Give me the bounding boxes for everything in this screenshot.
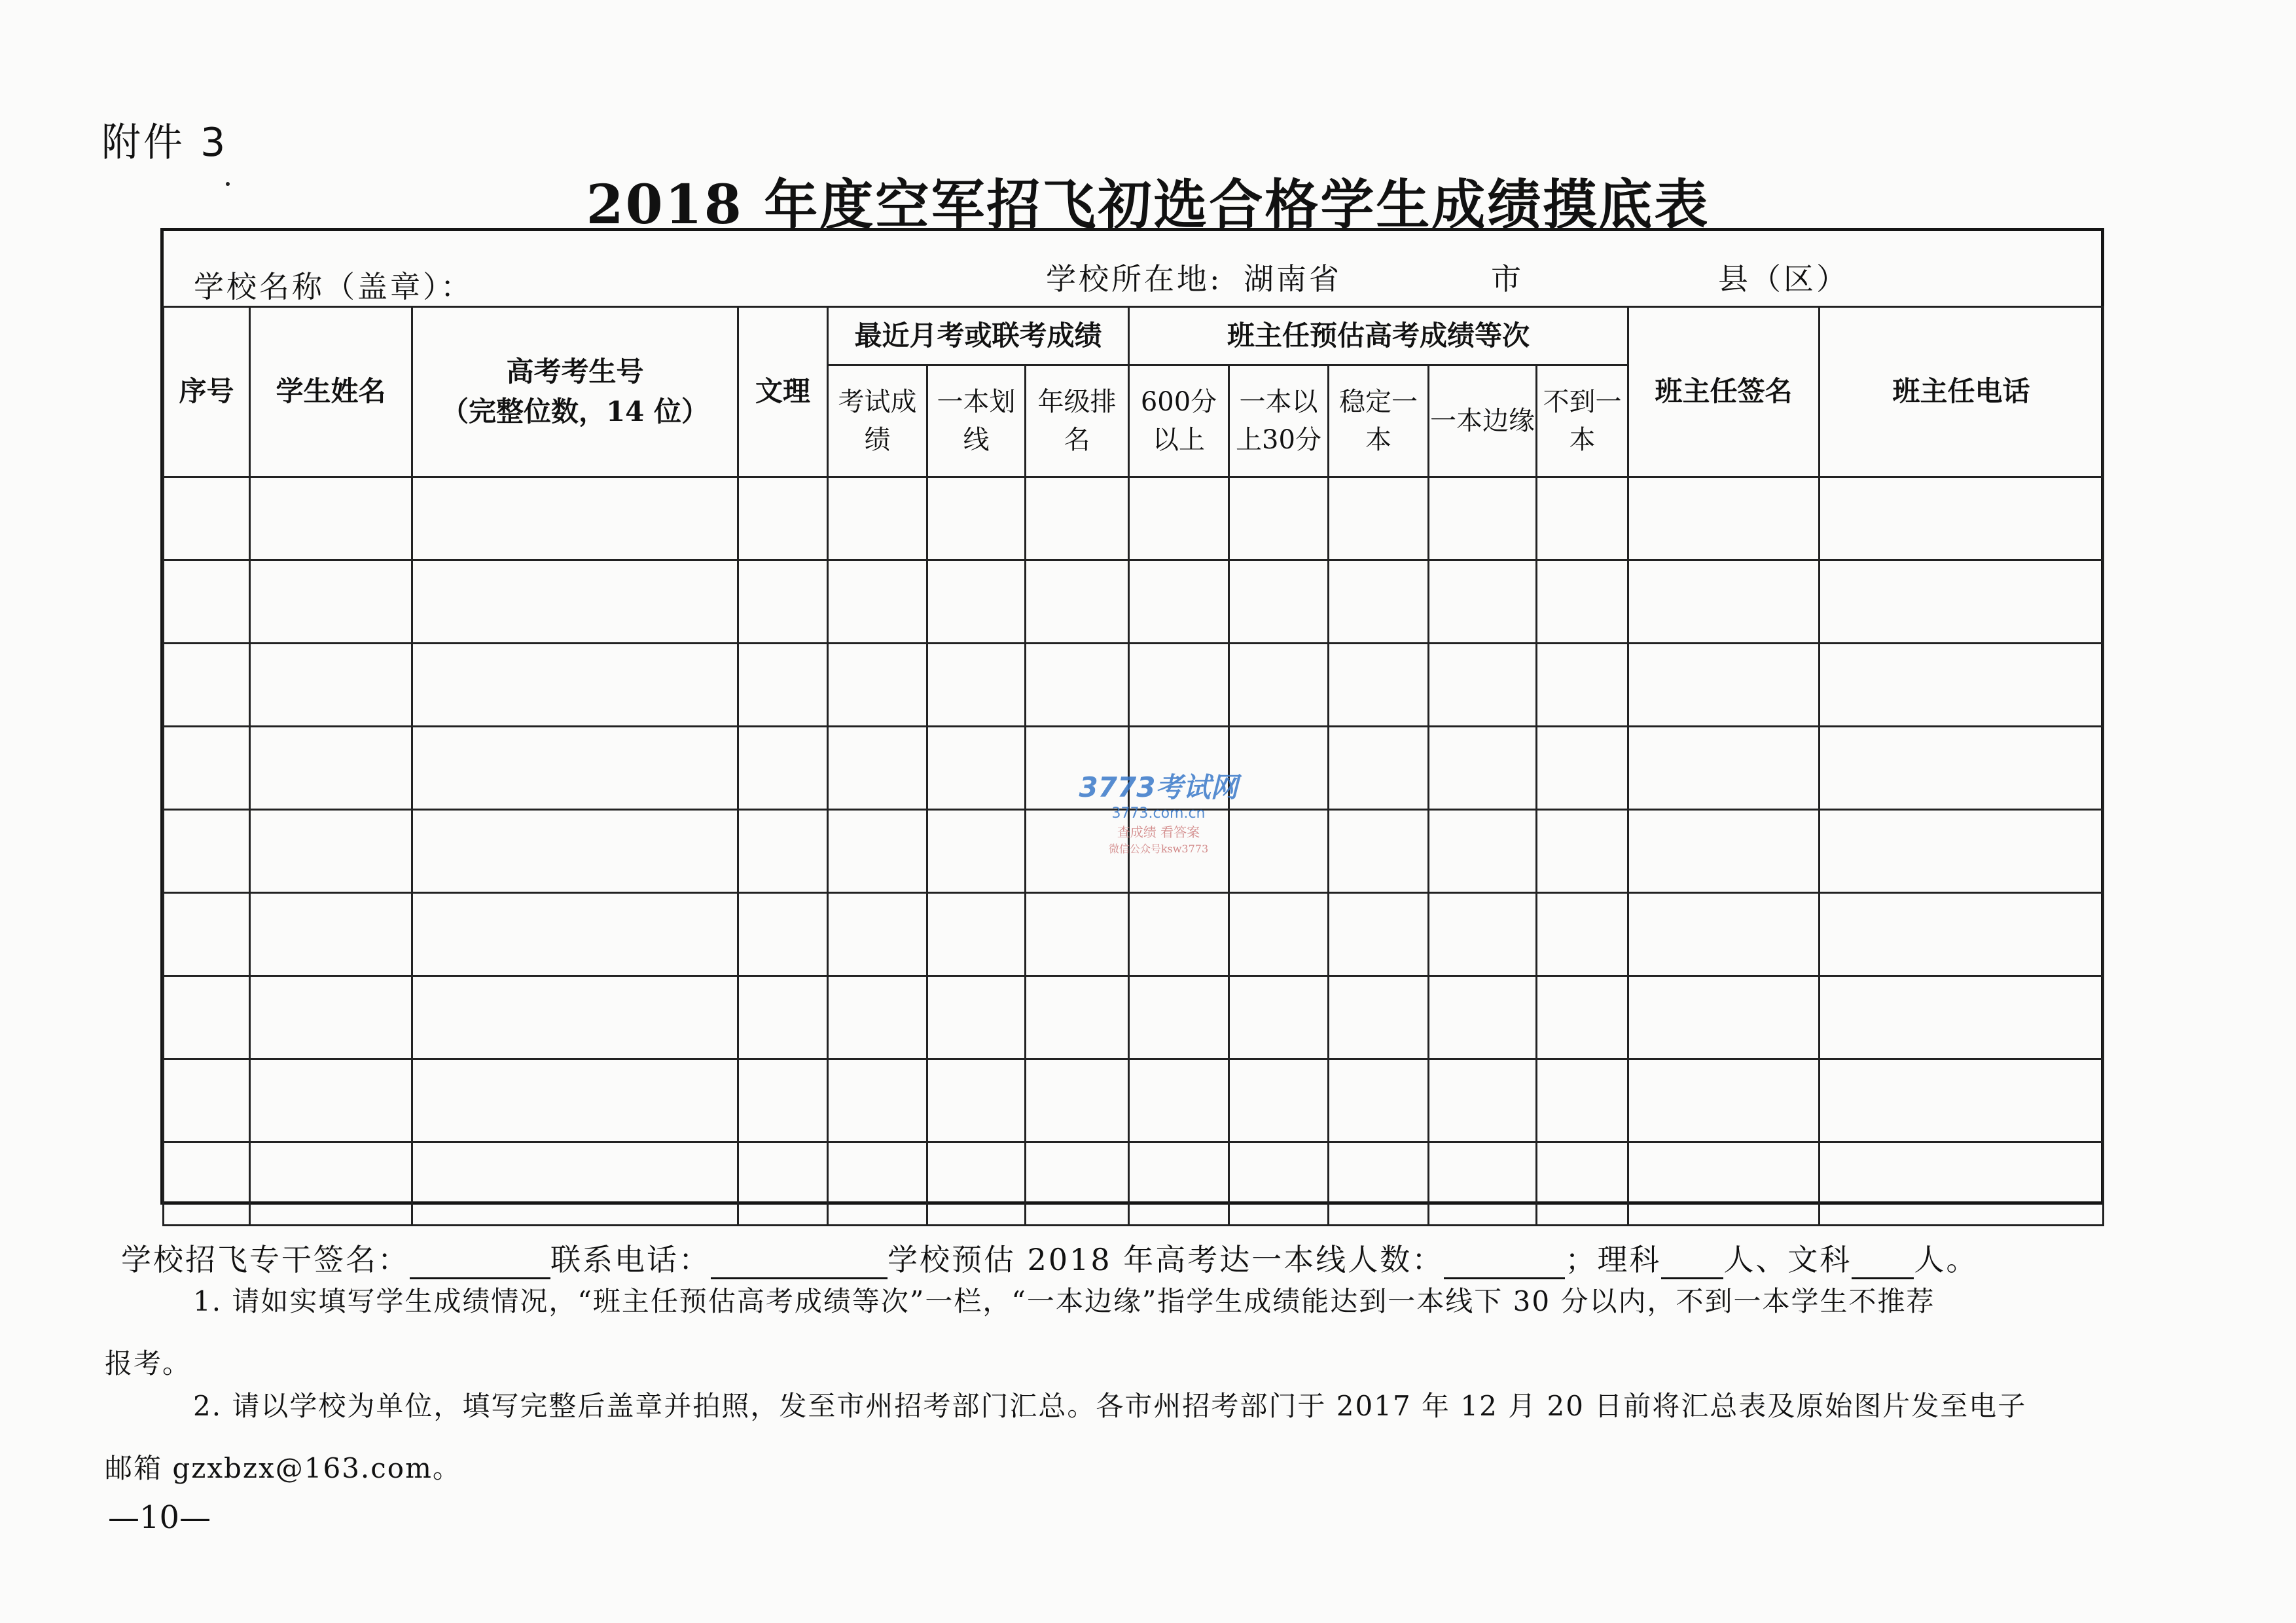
watermark — [1073, 766, 1244, 856]
table-cell[interactable] — [1820, 1059, 2104, 1142]
table-cell[interactable] — [1429, 644, 1537, 727]
table-cell[interactable] — [1537, 1059, 1628, 1142]
table-cell[interactable] — [1229, 727, 1329, 810]
table-cell[interactable] — [1537, 893, 1628, 976]
table-cell[interactable] — [412, 1059, 738, 1142]
header-exam-number-line2: （完整位数，14 位） — [440, 395, 709, 428]
table-cell[interactable] — [828, 644, 927, 727]
table-cell[interactable] — [1628, 810, 1820, 893]
table-cell[interactable] — [1537, 976, 1628, 1059]
table-cell[interactable] — [927, 644, 1026, 727]
table-cell[interactable] — [738, 893, 828, 976]
header-recent-scores: 最近月考或联考成绩 — [828, 307, 1129, 365]
table-cell[interactable] — [1429, 477, 1537, 560]
table-row — [164, 1059, 2104, 1142]
table-cell[interactable] — [738, 477, 828, 560]
table-cell[interactable] — [927, 976, 1026, 1059]
table-cell[interactable] — [1129, 644, 1229, 727]
arts-count-blank[interactable] — [1852, 1250, 1914, 1279]
table-cell[interactable] — [1628, 1059, 1820, 1142]
recruiter-sign-blank[interactable] — [410, 1250, 550, 1279]
table-cell[interactable] — [1537, 644, 1628, 727]
table-cell[interactable] — [164, 1142, 250, 1226]
table-cell[interactable] — [164, 477, 250, 560]
table-row — [164, 644, 2104, 727]
table-cell[interactable] — [927, 1142, 1026, 1226]
location-province: 湖南省 — [1244, 261, 1342, 297]
header-600-plus: 600分以上 — [1129, 365, 1229, 477]
header-teacher-phone: 班主任电话 — [1820, 307, 2104, 477]
header-tier1-line: 一本划线 — [927, 365, 1026, 477]
table-cell[interactable] — [738, 1142, 828, 1226]
watermark-url: 3773.com.cn — [1111, 805, 1206, 822]
science-label: ；理科 — [1565, 1242, 1662, 1277]
table-row — [164, 560, 2104, 644]
table-cell[interactable] — [164, 560, 250, 644]
note-2-line-2: 邮箱 gzxbzx@163.com。 — [105, 1452, 461, 1484]
header-teacher-estimate: 班主任预估高考成绩等次 — [1129, 307, 1628, 365]
table-cell[interactable] — [828, 1142, 927, 1226]
table-cell[interactable] — [1537, 727, 1628, 810]
table-cell[interactable] — [250, 727, 412, 810]
watermark-logo: 3773考试网 — [1079, 771, 1238, 803]
table-cell[interactable] — [1229, 976, 1329, 1059]
contact-phone-label: 联系电话： — [550, 1242, 711, 1277]
table-cell[interactable] — [927, 810, 1026, 893]
recruiter-sign-label: 学校招飞专干签名： — [121, 1242, 410, 1277]
table-cell[interactable] — [738, 560, 828, 644]
table-cell[interactable] — [164, 893, 250, 976]
watermark-tagline: 查成绩 看答案 — [1117, 824, 1200, 840]
table-cell[interactable] — [250, 477, 412, 560]
table-cell[interactable] — [412, 560, 738, 644]
table-cell[interactable] — [250, 810, 412, 893]
table-cell[interactable] — [927, 1059, 1026, 1142]
table-cell[interactable] — [1026, 644, 1129, 727]
table-cell[interactable] — [1229, 477, 1329, 560]
table-cell[interactable] — [250, 560, 412, 644]
table-cell[interactable] — [412, 976, 738, 1059]
header-exam-number-line1: 高考考生号 — [506, 355, 644, 388]
note-1-line-1: 1. 请如实填写学生成绩情况，“班主任预估高考成绩等次”一栏，“一本边缘”指学生成绩能达到一本线下 30 分以内，不到一本学生不推荐 — [193, 1285, 1935, 1317]
header-grade-rank: 年级排名 — [1026, 365, 1129, 477]
table-cell[interactable] — [1820, 810, 2104, 893]
header-track: 文理 — [738, 307, 828, 477]
table-cell[interactable] — [1429, 1142, 1537, 1226]
table-cell[interactable] — [164, 1059, 250, 1142]
table-cell[interactable] — [250, 1142, 412, 1226]
table-cell[interactable] — [1329, 1142, 1429, 1226]
table-cell[interactable] — [1537, 810, 1628, 893]
table-cell[interactable] — [1429, 560, 1537, 644]
table-cell[interactable] — [250, 644, 412, 727]
table-cell[interactable] — [1628, 893, 1820, 976]
table-cell[interactable] — [1820, 893, 2104, 976]
header-student-name: 学生姓名 — [250, 307, 412, 477]
arts-label: 人、文科 — [1723, 1242, 1852, 1277]
school-name-label: 学校名称（盖章）： — [194, 269, 473, 304]
table-cell[interactable] — [1129, 893, 1229, 976]
table-cell[interactable] — [927, 727, 1026, 810]
table-cell[interactable] — [1429, 727, 1537, 810]
table-cell[interactable] — [828, 893, 927, 976]
table-cell[interactable] — [1429, 1059, 1537, 1142]
table-cell[interactable] — [927, 893, 1026, 976]
table-row — [164, 1142, 2104, 1226]
header-exam-number — [412, 307, 738, 477]
table-cell[interactable] — [250, 1059, 412, 1142]
header-teacher-signature: 班主任签名 — [1628, 307, 1820, 477]
table-cell[interactable] — [828, 477, 927, 560]
table-cell[interactable] — [1429, 893, 1537, 976]
table-cell[interactable] — [1329, 477, 1429, 560]
contact-phone-blank[interactable] — [711, 1250, 888, 1279]
table-cell[interactable] — [1628, 727, 1820, 810]
table-row — [164, 976, 2104, 1059]
table-cell[interactable] — [1537, 560, 1628, 644]
location-city: 市 — [1491, 261, 1524, 297]
table-cell[interactable] — [828, 810, 927, 893]
table-cell[interactable] — [412, 1142, 738, 1226]
table-cell[interactable] — [1628, 477, 1820, 560]
table-cell[interactable] — [1820, 560, 2104, 644]
table-cell[interactable] — [1628, 560, 1820, 644]
table-cell[interactable] — [1329, 560, 1429, 644]
table-cell[interactable] — [250, 893, 412, 976]
table-cell[interactable] — [412, 477, 738, 560]
table-cell[interactable] — [412, 893, 738, 976]
header-below-tier1: 不到一本 — [1537, 365, 1628, 477]
table-cell[interactable] — [1129, 976, 1229, 1059]
table-cell[interactable] — [1026, 1059, 1129, 1142]
table-cell[interactable] — [1820, 477, 2104, 560]
footer-end: 人。 — [1914, 1242, 1979, 1277]
estimate-count-label: 学校预估 2018 年高考达一本线人数： — [888, 1242, 1444, 1277]
table-cell[interactable] — [1628, 976, 1820, 1059]
page-title: 2018 年度空军招飞初选合格学生成绩摸底表 — [586, 173, 1710, 236]
header-tier1-plus-30: 一本以上30分 — [1229, 365, 1329, 477]
table-cell[interactable] — [1026, 560, 1129, 644]
table-cell[interactable] — [1129, 1142, 1229, 1226]
table-cell[interactable] — [1820, 727, 2104, 810]
page-number: —10— — [108, 1499, 211, 1536]
attachment-label: 附件 3 — [101, 120, 228, 166]
table-cell[interactable] — [1429, 810, 1537, 893]
table-row — [164, 893, 2104, 976]
table-cell[interactable] — [412, 727, 738, 810]
table-cell[interactable] — [412, 810, 738, 893]
table-cell[interactable] — [1329, 893, 1429, 976]
table-cell[interactable] — [738, 976, 828, 1059]
table-cell[interactable] — [1329, 1059, 1429, 1142]
table-cell[interactable] — [164, 810, 250, 893]
table-cell[interactable] — [927, 477, 1026, 560]
header-seq: 序号 — [164, 307, 250, 477]
table-cell[interactable] — [1537, 1142, 1628, 1226]
table-cell[interactable] — [1329, 976, 1429, 1059]
table-cell[interactable] — [738, 810, 828, 893]
table-cell[interactable] — [1229, 893, 1329, 976]
table-cell[interactable] — [828, 560, 927, 644]
table-cell[interactable] — [1329, 810, 1429, 893]
table-cell[interactable] — [1129, 560, 1229, 644]
header-tier1-margin: 一本边缘 — [1429, 365, 1537, 477]
table-cell[interactable] — [1820, 1142, 2104, 1226]
table-cell[interactable] — [1129, 1059, 1229, 1142]
table-cell[interactable] — [1026, 1142, 1129, 1226]
header-exam-score: 考试成绩 — [828, 365, 927, 477]
table-cell[interactable] — [1229, 1059, 1329, 1142]
table-cell[interactable] — [1628, 1142, 1820, 1226]
table-cell[interactable] — [927, 560, 1026, 644]
table-row — [164, 477, 2104, 560]
note-2-line-1: 2. 请以学校为单位，填写完整后盖章并拍照，发至市州招考部门汇总。各市州招考部门于 2017 年 12 月 20 日前将汇总表及原始图片发至电子 — [193, 1390, 2027, 1422]
table-cell[interactable] — [1229, 644, 1329, 727]
estimate-count-blank[interactable] — [1444, 1250, 1565, 1279]
table-cell[interactable] — [828, 1059, 927, 1142]
school-location-label: 学校所在地: — [1046, 261, 1223, 297]
table-cell[interactable] — [1229, 560, 1329, 644]
table-cell[interactable] — [738, 1059, 828, 1142]
location-county: 县（区） — [1718, 261, 1849, 297]
table-cell[interactable] — [738, 644, 828, 727]
footer-line — [121, 1236, 1978, 1279]
table-cell[interactable] — [250, 976, 412, 1059]
table-cell[interactable] — [1329, 644, 1429, 727]
table-cell[interactable] — [1329, 727, 1429, 810]
table-cell[interactable] — [1820, 644, 2104, 727]
table-cell[interactable] — [164, 644, 250, 727]
table-cell[interactable] — [1820, 976, 2104, 1059]
table-cell[interactable] — [1026, 477, 1129, 560]
table-cell[interactable] — [738, 727, 828, 810]
table-cell[interactable] — [1026, 893, 1129, 976]
note-1-line-2: 报考。 — [105, 1347, 192, 1379]
watermark-wechat: 微信公众号ksw3773 — [1108, 843, 1209, 855]
table-cell[interactable] — [164, 727, 250, 810]
table-cell[interactable] — [1429, 976, 1537, 1059]
table-cell[interactable] — [1537, 477, 1628, 560]
header-stable-tier1: 稳定一本 — [1329, 365, 1429, 477]
table-cell[interactable] — [1129, 477, 1229, 560]
table-cell[interactable] — [828, 727, 927, 810]
table-cell[interactable] — [164, 976, 250, 1059]
table-cell[interactable] — [1628, 644, 1820, 727]
table-cell[interactable] — [1229, 810, 1329, 893]
table-cell[interactable] — [828, 976, 927, 1059]
table-cell[interactable] — [412, 644, 738, 727]
table-cell[interactable] — [1229, 1142, 1329, 1226]
table-cell[interactable] — [1026, 976, 1129, 1059]
science-count-blank[interactable] — [1661, 1250, 1723, 1279]
